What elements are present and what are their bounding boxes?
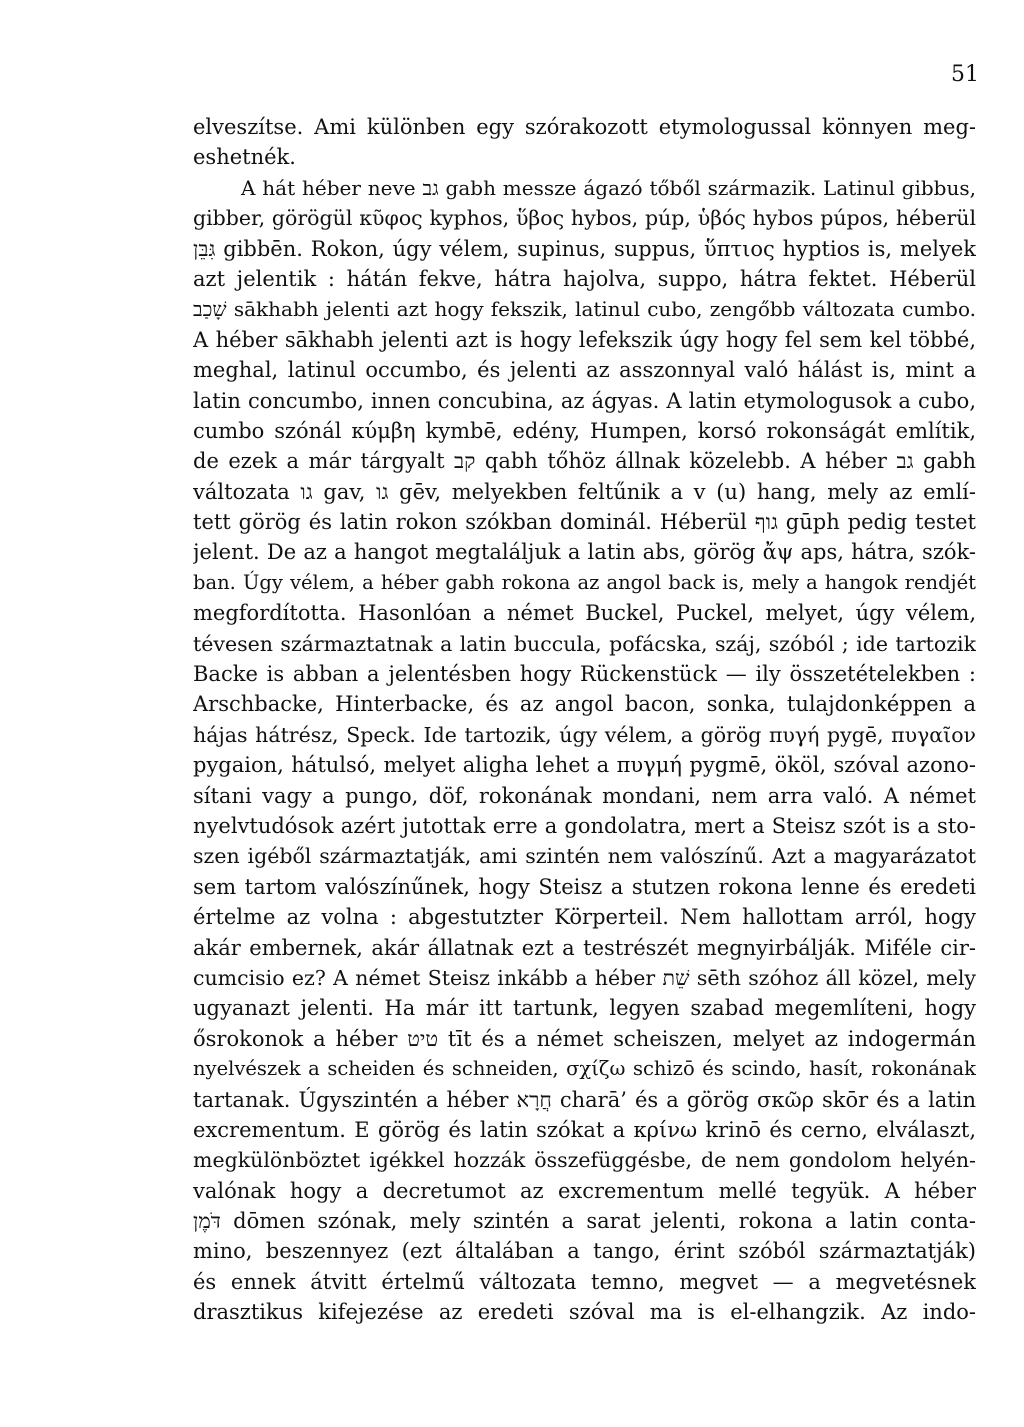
text-line: értelme az volna : abgestutzter Körperteil. Nem hallottam arról, hogy bbox=[193, 905, 976, 930]
text-line: megkülönböztet igékkel hozzák összefüggésbe, de nem gondolom helyén- bbox=[193, 1148, 976, 1173]
body-text bbox=[193, 112, 976, 1328]
text-line: tévesen származtatnak a latin buccula, pofácska, száj, szóból ; ide tartozik bbox=[193, 631, 976, 656]
text-line: de ezek a már tárgyalt קב qabh tőhöz állnak közelebb. A héber גב gabh bbox=[193, 449, 976, 474]
text-line: drasztikus kifejezése az eredeti szóval ma is el-elhangzik. Az indo- bbox=[193, 1300, 976, 1325]
text-line: hájas hátrész, Speck. Ide tartozik, úgy vélem, a görög πυγή pygē, πυγαῖον bbox=[193, 722, 976, 747]
text-line: sítani vagy a pungo, döf, rokonának mondani, nem arra való. A német bbox=[193, 783, 976, 808]
text-line: cumcisio ez? A német Steisz inkább a héber שֵׁת sēth szóhoz áll közel, mely bbox=[193, 965, 976, 990]
text-line: meghal, latinul occumbo, és jelenti az asszonnyal való hálást is, mint a bbox=[193, 358, 976, 383]
text-line: gibber, görögül κῦφος kyphos, ὕβος hybos, púp, ὑβός hybos púpos, héberül bbox=[193, 206, 976, 231]
text-line: elveszítse. Ami különben egy szórakozott etymologussal könnyen meg- bbox=[193, 115, 976, 139]
text-line: jelent. De az a hangot megtaláljuk a latin abs, görög ἄψ aps, hátra, szók- bbox=[193, 540, 976, 565]
text-line: akár embernek, akár állatnak ezt a testrészét megnyirbálják. Miféle cir- bbox=[193, 935, 976, 960]
text-line: latin concumbo, innen concubina, az ágyas. A latin etymologusok a cubo, bbox=[193, 388, 976, 413]
text-line: A héber sākhabh jelenti azt is hogy lefekszik úgy hogy fel sem kel többé, bbox=[193, 327, 976, 352]
text-line: ősrokonok a héber טיט tīt és a német scheiszen, melyet az indogermán bbox=[193, 1026, 976, 1051]
text-line: mino, beszennyez (ezt általában a tango, érint szóból származtatják) bbox=[193, 1239, 976, 1264]
text-line: גִּבֵּן gibbēn. Rokon, úgy vélem, supinus, suppus, ὕπτιος hyptios is, melyek bbox=[193, 236, 976, 261]
text-line: דֹּמֶן dōmen szónak, mely szintén a sarat jelenti, rokona a latin conta- bbox=[193, 1209, 976, 1234]
page-number: 51 bbox=[951, 62, 979, 87]
text-line: שָׁכַב sākhabh jelenti azt hogy fekszik, latinul cubo, zengőbb változata cumbo. bbox=[193, 297, 976, 322]
text-line: Backe is abban a jelentésben hogy Rückenstück — ily összetételekben : bbox=[193, 662, 976, 687]
text-line: tett görög és latin rokon szókban dominál. Héberül גוף gūph pedig testet bbox=[193, 510, 976, 535]
text-line: A hát héber neve גב gabh messze ágazó tőből származik. Latinul gibbus, bbox=[241, 175, 976, 200]
text-line: pygaion, hátulsó, melyet aligha lehet a πυγμή pygmē, ököl, szóval azono- bbox=[193, 753, 976, 778]
text-line: nyelvtudósok azért jutottak erre a gondolatra, mert a Steisz szót is a sto- bbox=[193, 813, 976, 838]
text-line: ugyanazt jelenti. Ha már itt tartunk, legyen szabad megemlíteni, hogy bbox=[193, 996, 976, 1021]
text-line: és ennek átvitt értelmű változata temno, megvet — a megvetésnek bbox=[193, 1269, 976, 1294]
text-line: tartanak. Úgyszintén a héber חֲרָא charā’ és a görög σκῶρ skōr és a latin bbox=[193, 1087, 976, 1112]
text-line: cumbo szónál κύμβη kymbē, edény, Humpen, korsó rokonságát említik, bbox=[193, 418, 976, 443]
text-line: Arschbacke, Hinterbacke, és az angol bacon, sonka, tulajdonképpen a bbox=[193, 692, 976, 717]
text-line: ban. Úgy vélem, a héber gabh rokona az angol back is, mely a hangok rendjét bbox=[193, 570, 976, 594]
text-line: excrementum. E görög és latin szókat a κρίνω krinō és cerno, elválaszt, bbox=[193, 1117, 976, 1142]
text-line: eshetnék. bbox=[193, 145, 296, 170]
text-line: azt jelentik : hátán fekve, hátra hajolva, suppo, hátra fektet. Héberül bbox=[193, 266, 976, 291]
text-line: nyelvészek a scheiden és schneiden, σχίζω schizō és scindo, hasít, rokonának bbox=[193, 1057, 976, 1081]
text-line: megfordította. Hasonlóan a német Buckel, Puckel, melyet, úgy vélem, bbox=[193, 601, 976, 626]
text-line: szen igéből származtatják, ami szintén nem valószínű. Azt a magyarázatot bbox=[193, 844, 976, 869]
text-line: valónak hogy a decretumot az excrementum mellé tegyük. A héber bbox=[193, 1178, 976, 1203]
text-line: sem tartom valószínűnek, hogy Steisz a stutzen rokona lenne és eredeti bbox=[193, 874, 976, 899]
text-line: változata גו gav, גו gēv, melyekben feltűnik a v (u) hang, mely az emlí- bbox=[193, 479, 976, 504]
